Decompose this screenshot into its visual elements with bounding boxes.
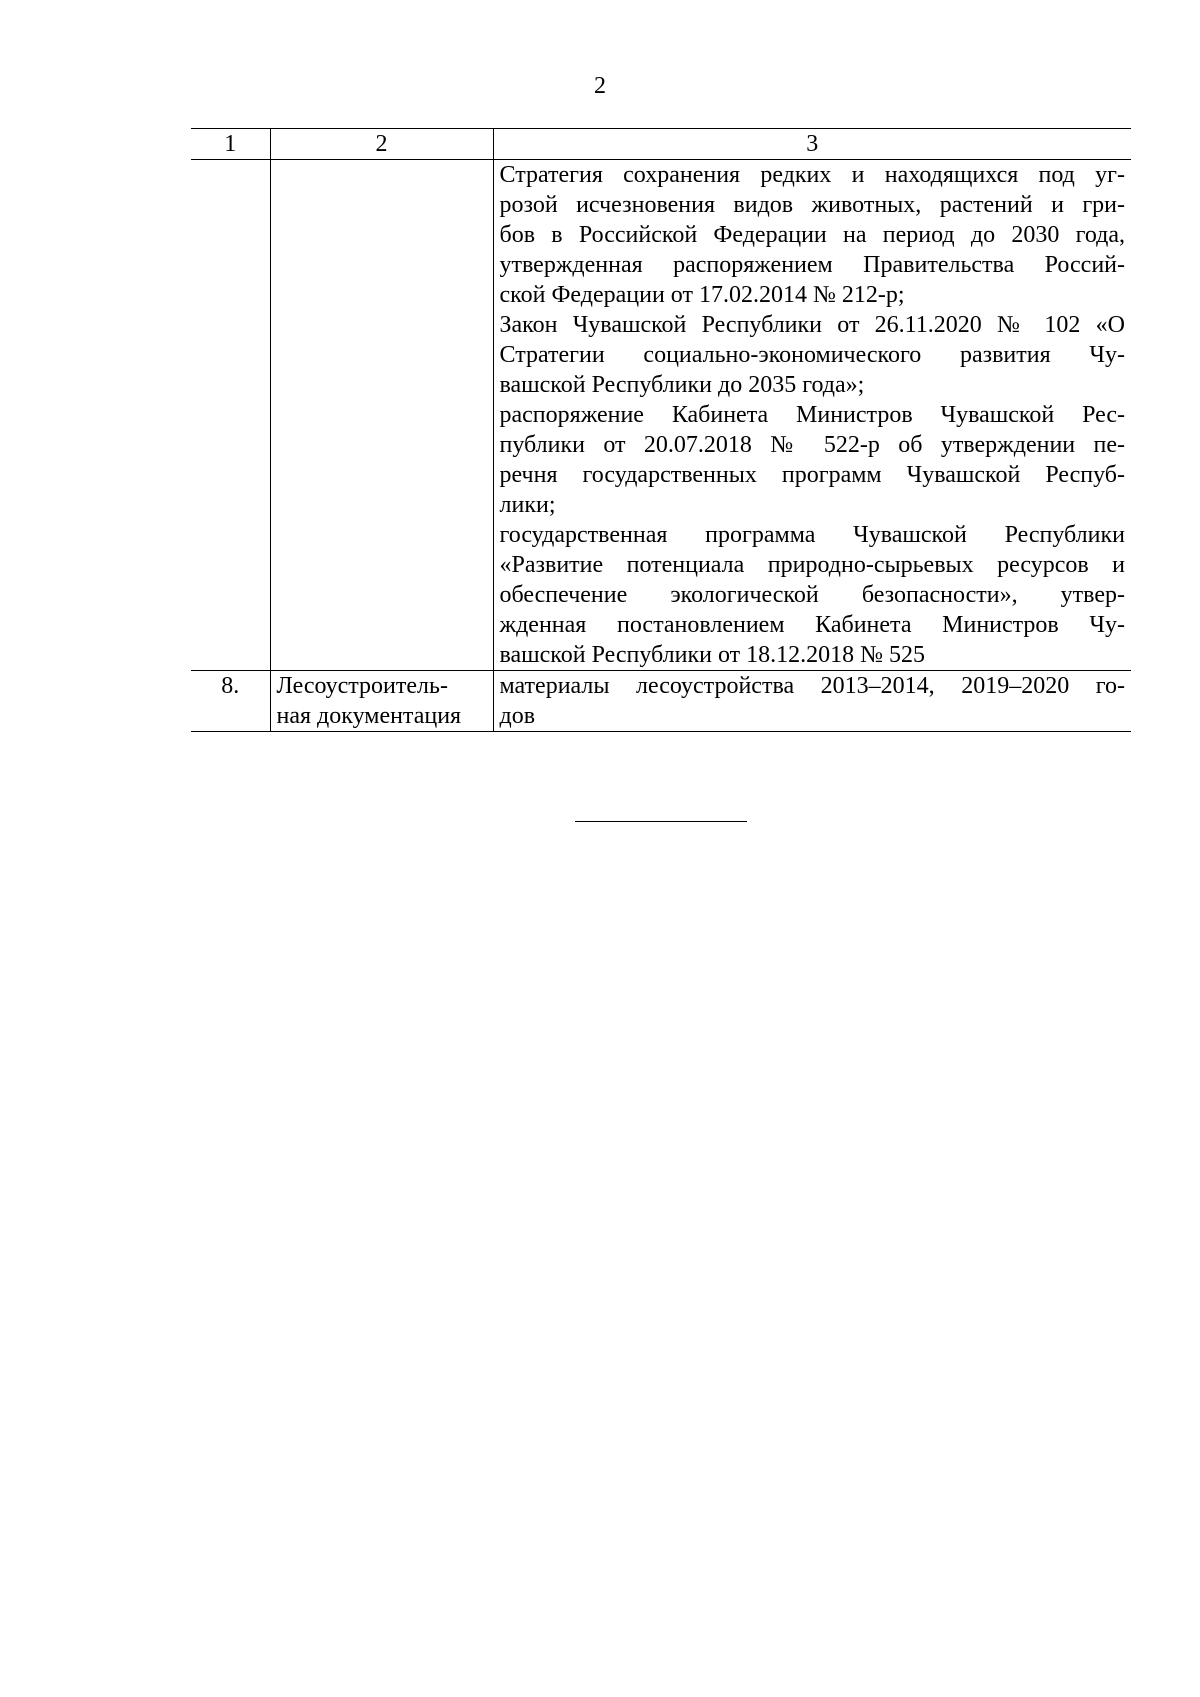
content-line: материалы лесоустройства 2013–2014, 2019–2020 го- [499, 673, 1125, 699]
content-line: Стратегии социально-экономического развития Чу- [499, 342, 1125, 368]
column-header-2: 2 [270, 129, 493, 160]
content-line: Стратегия сохранения редких и находящихся под уг- [499, 162, 1125, 188]
column-header-3: 3 [493, 129, 1131, 160]
row-content [493, 671, 1131, 732]
content-line: речня государственных программ Чувашской Респуб- [499, 462, 1125, 488]
content-line: дов [499, 703, 536, 729]
row-number [191, 160, 270, 671]
content-line: распоряжение Кабинета Министров Чувашской Рес- [499, 402, 1125, 428]
row-name [270, 160, 493, 671]
content-line: публики от 20.07.2018 № 522-р об утверждении пе- [499, 432, 1125, 458]
content-line: вашской Республики от 18.12.2018 № 525 [499, 642, 926, 668]
end-rule-divider [575, 821, 747, 822]
page-number: 2 [594, 73, 606, 99]
table-row [191, 671, 1131, 732]
content-line: розой исчезновения видов животных, растений и гри- [499, 192, 1125, 218]
content-line: обеспечение экологической безопасности», утвер- [499, 582, 1125, 608]
content-line: жденная постановлением Кабинета Министров Чу- [499, 612, 1125, 638]
content-line: государственная программа Чувашской Республики [499, 522, 1125, 548]
row-content [493, 160, 1131, 671]
content-line: «Развитие потенциала природно-сырьевых ресурсов и [499, 552, 1125, 578]
table-header-row [191, 129, 1131, 160]
name-line: ная документация [276, 703, 462, 729]
content-line: ской Федерации от 17.02.2014 № 212-р; [499, 282, 905, 308]
column-header-1: 1 [191, 129, 270, 160]
content-line: Закон Чувашской Республики от 26.11.2020 № 102 «О [499, 312, 1125, 338]
row-name [270, 671, 493, 732]
document-table [191, 128, 1131, 732]
name-line: Лесоустроитель- [276, 673, 448, 699]
content-line: утвержденная распоряжением Правительства Россий- [499, 252, 1125, 278]
content-line: вашской Республики до 2035 года»; [499, 372, 865, 398]
content-line: лики; [499, 492, 556, 518]
content-line: бов в Российской Федерации на период до 2030 года, [499, 222, 1125, 248]
table-row [191, 160, 1131, 671]
row-number: 8. [191, 671, 270, 732]
